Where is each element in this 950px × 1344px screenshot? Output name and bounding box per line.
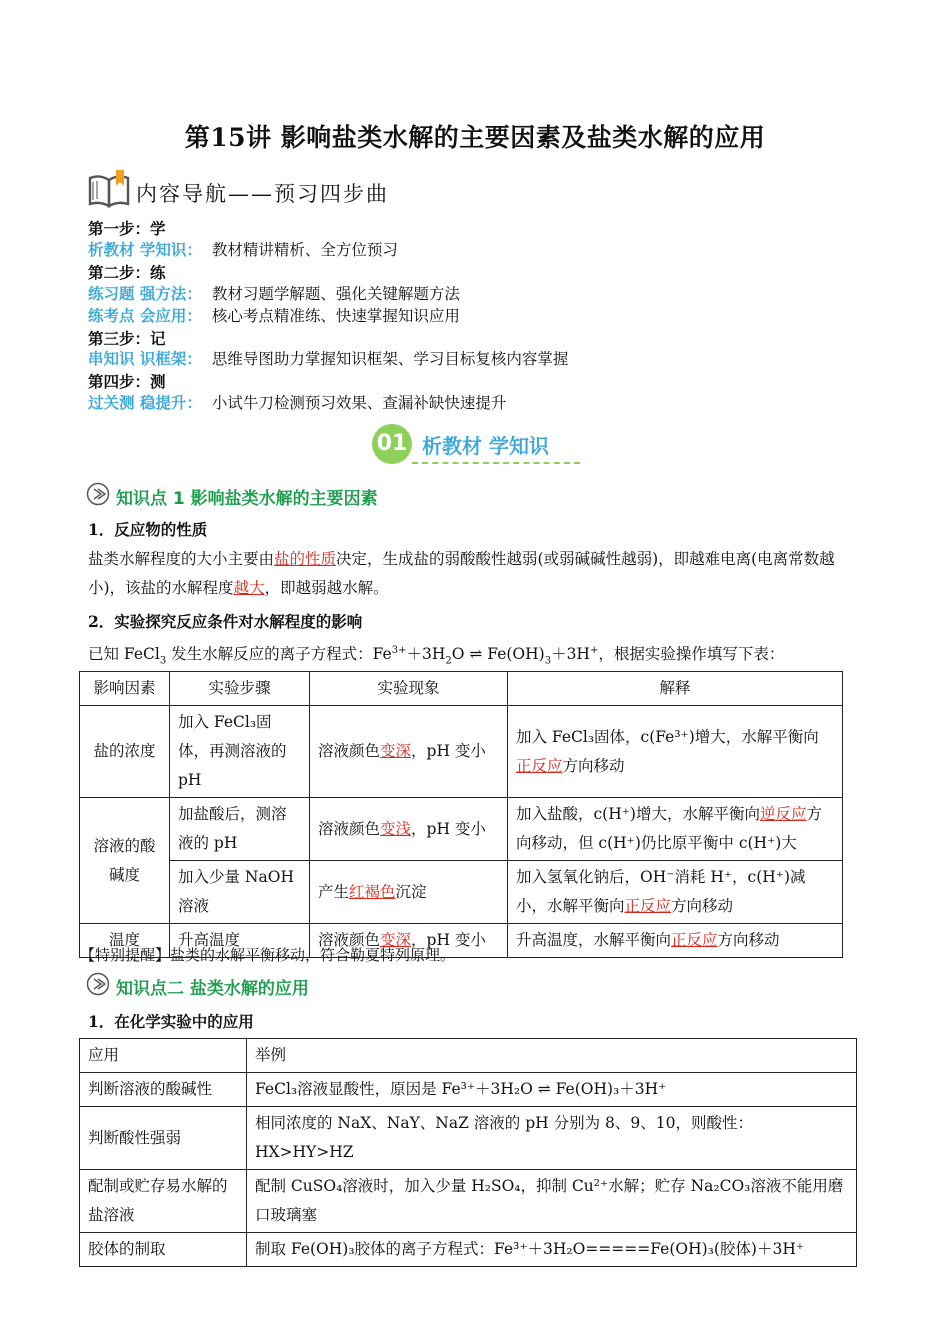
phenomenon-cell: [310, 861, 508, 924]
p2-j: +: [589, 645, 599, 656]
cell-text: 方向移动: [562, 756, 625, 775]
cell-text: ，pH 变小: [411, 931, 486, 949]
step-2b-desc: 核心考点精准练、快速掌握知识应用: [211, 306, 460, 325]
p1-text-b: 决定，生成盐的弱酸酸性越弱(或弱碱碱性越弱)，即越难电离(电离常数越小)，该盐的水解程度: [88, 550, 835, 597]
p2-f: 2: [445, 655, 452, 667]
phenomenon-cell: [310, 706, 508, 798]
kp2-title: 知识点二 盐类水解的应用: [116, 979, 309, 999]
cell-answer: 变深: [380, 742, 412, 760]
table-row: [80, 1073, 857, 1107]
example-cell: 配制 CuSO₄溶液时，加入少量 H₂SO₄，抑制 Cu²⁺水解；贮存 Na₂CO₃溶液不能用磨口玻璃塞: [247, 1170, 857, 1233]
cell-answer: 正反应: [516, 756, 563, 775]
arrow-circle-icon: [86, 972, 110, 996]
step-4: 第四步：测: [88, 372, 166, 392]
cell-text: 沉淀: [395, 882, 427, 901]
p2-c: 发生水解反应的离子方程式：Fe: [166, 645, 392, 664]
p1-answer-1: 盐的性质: [274, 550, 337, 568]
cell-text: 产生: [318, 882, 350, 901]
factor-cell: 温度: [80, 924, 170, 958]
cell-text: ，pH 变小: [411, 819, 486, 838]
explain-cell: [508, 924, 843, 958]
table-header: 实验现象: [310, 672, 508, 706]
app-cell: 判断溶液的酸碱性: [80, 1073, 247, 1107]
p2-b: 3: [159, 655, 167, 667]
p2-a: 已知 FeCl: [88, 645, 160, 664]
kp1-h1: 1．反应物的性质: [88, 520, 208, 539]
table-row: [80, 861, 843, 924]
example-cell: FeCl₃溶液显酸性，原因是 Fe³⁺＋3H₂O ⇌ Fe(OH)₃＋3H⁺: [247, 1073, 857, 1107]
cell-text: ，pH 变小: [411, 742, 486, 760]
app-cell: 判断酸性强弱: [80, 1107, 247, 1170]
p2-k: ，根据实验操作填写下表：: [598, 645, 785, 664]
kp1-paragraph-1: [88, 545, 868, 603]
step-3a-desc: 思维导图助力掌握知识框架、学习目标复核内容掌握: [211, 350, 569, 369]
page-title: 第15讲 影响盐类水解的主要因素及盐类水解的应用: [184, 123, 766, 152]
cell-text: 加入 FeCl₃固体，c(Fe³⁺)增大，水解平衡向: [516, 727, 819, 746]
cell-text: 方向移动: [671, 897, 734, 915]
step-2a-desc: 教材习题学解题、强化关键解题方法: [211, 284, 460, 303]
step-cell: 加入少量 NaOH 溶液: [170, 861, 310, 924]
book-icon: [86, 168, 134, 210]
step-1a-label: 析教材 学知识：: [88, 240, 202, 259]
table-header: 影响因素: [80, 672, 170, 706]
step-1: 第一步：学: [88, 219, 166, 238]
kp1-title: 知识点 1 影响盐类水解的主要因素: [116, 489, 378, 509]
p1-answer-2: 越大: [233, 579, 265, 597]
cell-answer: 正反应: [671, 931, 718, 949]
app-cell: 胶体的制取: [80, 1233, 247, 1267]
cell-answer: 正反应: [624, 897, 672, 915]
special-note: 【特别提醒】盐类的水解平衡移动，符合勒夏特列原理。: [80, 946, 456, 964]
factor-cell: 盐的浓度: [80, 706, 170, 798]
step-4a-desc: 小试牛刀检测预习效果、查漏补缺快速提升: [211, 394, 507, 413]
table-row: [80, 798, 843, 861]
step-2: 第二步：练: [88, 262, 166, 282]
step-cell: 加盐酸后，测溶液的 pH: [170, 798, 310, 861]
banner-number: 01: [372, 424, 412, 464]
step-cell: 加入 FeCl₃固体，再测溶液的 pH: [170, 706, 310, 798]
cell-text: 加入盐酸，c(H⁺)增大，水解平衡向: [516, 805, 760, 823]
p1-text-c: ，即越弱越水解。: [264, 579, 389, 597]
kp1-paragraph-2: [88, 636, 888, 675]
app-cell: 配制或贮存易水解的盐溶液: [80, 1170, 247, 1233]
nav-title: 内容导航——预习四步曲: [136, 182, 389, 206]
experiment-table: [79, 671, 843, 958]
table-header: 应用: [80, 1039, 247, 1073]
table-row: [80, 706, 843, 798]
cell-text: 溶液颜色: [318, 931, 381, 949]
table-header: 举例: [247, 1039, 857, 1073]
steps-list: [88, 218, 568, 415]
cell-answer: 逆反应: [759, 805, 807, 823]
cell-text: 溶液颜色: [318, 742, 381, 760]
example-cell: 相同浓度的 NaX、NaY、NaZ 溶液的 pH 分别为 8、9、10，则酸性：HX>HY>HZ: [247, 1107, 857, 1170]
p2-i: ＋3H: [551, 645, 590, 664]
step-1a-desc: 教材精讲精析、全方位预习: [211, 240, 398, 259]
kp2-h1: 1．在化学实验中的应用: [88, 1012, 254, 1031]
explain-cell: [508, 706, 843, 798]
cell-text: 方向移动，但 c(H⁺)仍比原平衡中 c(H⁺)大: [516, 805, 823, 852]
cell-answer: 变浅: [380, 819, 412, 838]
explain-cell: [508, 798, 843, 861]
banner-underline: [412, 462, 580, 464]
arrow-circle-icon: [86, 482, 110, 506]
application-table: [79, 1038, 857, 1267]
table-header: 实验步骤: [170, 672, 310, 706]
cell-answer: 红褐色: [349, 882, 396, 901]
step-2a-label: 练习题 强方法：: [88, 284, 202, 303]
step-3a-label: 串知识 识框架：: [88, 350, 202, 369]
cell-text: 方向移动: [717, 931, 780, 949]
p2-g: O ⇌ Fe(OH): [451, 645, 545, 664]
p2-d: 3+: [391, 645, 407, 656]
phenomenon-cell: [310, 798, 508, 861]
table-header: 解释: [508, 672, 843, 706]
explain-cell: [508, 861, 843, 924]
cell-text: 溶液颜色: [318, 819, 381, 838]
factor-cell: 溶液的酸碱度: [80, 798, 170, 924]
cell-text: 升高温度，水解平衡向: [516, 931, 672, 949]
table-row: [80, 1107, 857, 1170]
step-2b-label: 练考点 会应用：: [88, 306, 202, 325]
p2-e: ＋3H: [406, 645, 446, 664]
cell-text: 加入氢氧化钠后，OH⁻消耗 H⁺，c(H⁺)减小，水解平衡向: [516, 868, 806, 915]
step-3: 第三步：记: [88, 328, 166, 348]
p1-text-a: 盐类水解程度的大小主要由: [88, 550, 275, 568]
example-cell: 制取 Fe(OH)₃胶体的离子方程式：Fe³⁺＋3H₂O=====Fe(OH)₃(胶体)＋3H⁺: [247, 1233, 857, 1267]
table-row: [80, 1233, 857, 1267]
p2-h: 3: [544, 655, 552, 667]
step-cell: 升高温度: [170, 924, 310, 958]
table-row: [80, 1170, 857, 1233]
banner-text: 析教材 学知识: [422, 434, 549, 458]
cell-answer: 变深: [380, 931, 412, 949]
kp1-h2: 2．实验探究反应条件对水解程度的影响: [88, 612, 363, 631]
section-banner: [372, 424, 580, 466]
step-4a-label: 过关测 稳提升：: [88, 394, 202, 413]
table-header-row: [80, 672, 843, 706]
table-header-row: [80, 1039, 857, 1073]
